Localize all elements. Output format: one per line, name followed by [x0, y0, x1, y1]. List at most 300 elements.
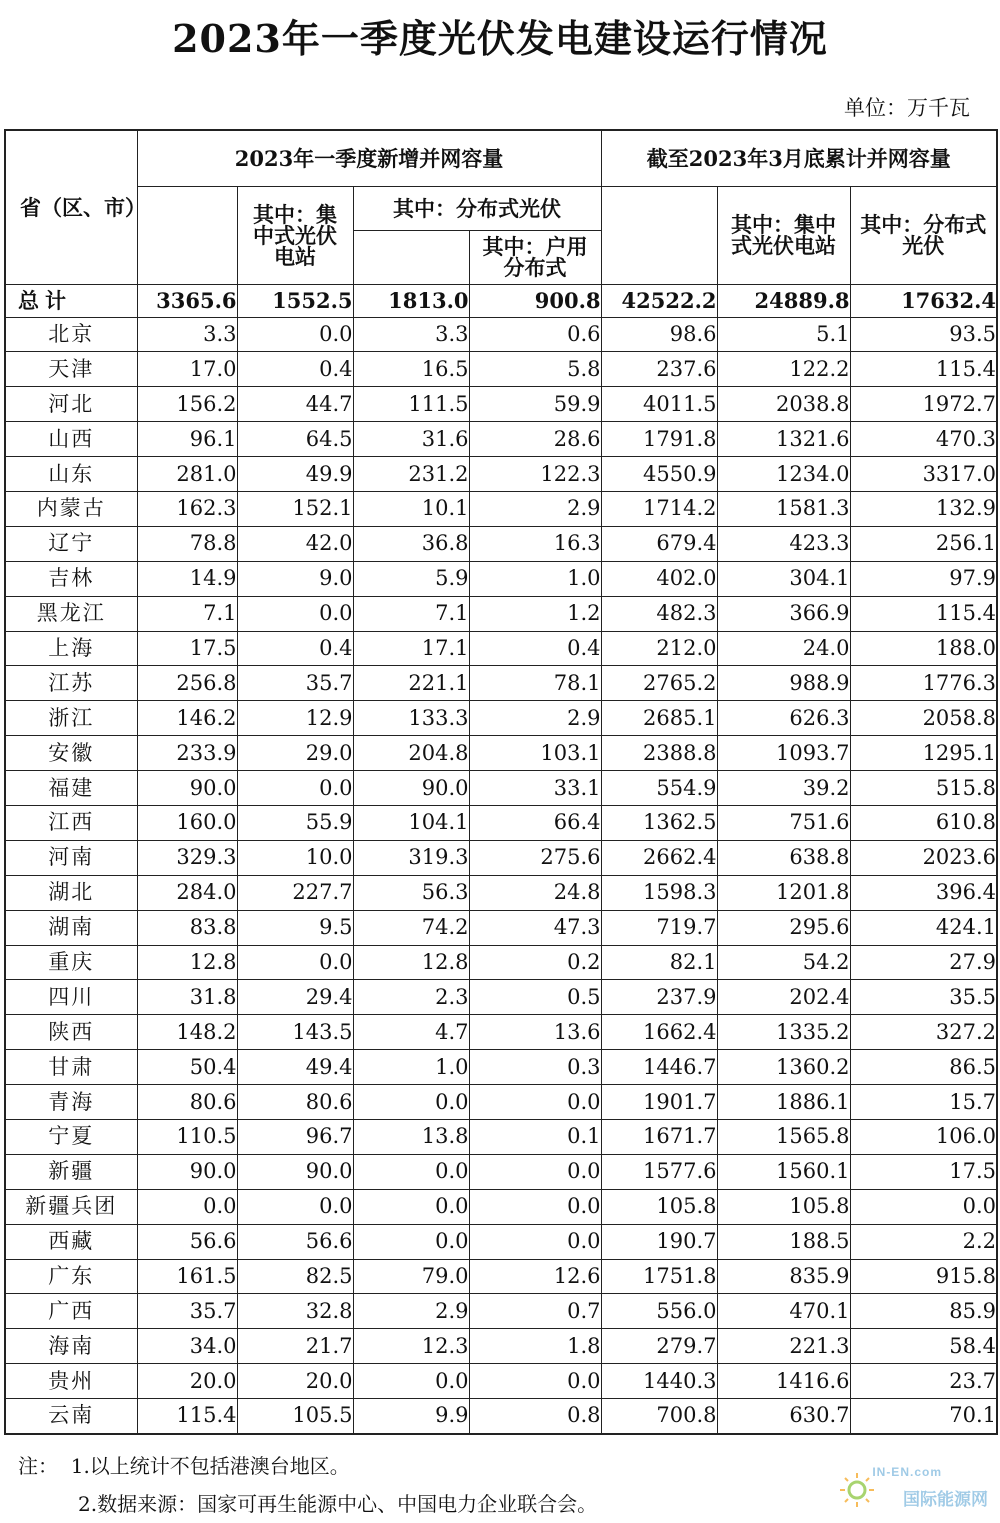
cell-cum-distributed: 2.2 [850, 1224, 997, 1259]
cell-cum-centralized: 1581.3 [717, 491, 850, 526]
header-cum-group: 截至2023年3月底累计并网容量 [601, 130, 997, 186]
table-row [5, 736, 997, 771]
notes [18, 1447, 597, 1523]
province-name: 陕西 [5, 1015, 137, 1050]
cell-cum-distributed: 15.7 [850, 1085, 997, 1120]
cell-new-household: 103.1 [469, 736, 601, 771]
cell-new: 110.5 [137, 1119, 237, 1154]
cell-cum-centralized: 835.9 [717, 1259, 850, 1294]
cell-cum-distributed: 17.5 [850, 1154, 997, 1189]
cell-cum-distributed: 915.8 [850, 1259, 997, 1294]
cell-cum: 700.8 [601, 1399, 717, 1434]
cell-new-household: 66.4 [469, 805, 601, 840]
capacity-table [4, 129, 998, 1435]
cell-cum-centralized: 1360.2 [717, 1050, 850, 1085]
note-2: 2.数据来源：国家可再生能源中心、中国电力企业联合会。 [78, 1492, 598, 1516]
header-new-group: 2023年一季度新增并网容量 [137, 130, 601, 186]
province-name: 天津 [5, 352, 137, 387]
province-name: 云南 [5, 1399, 137, 1434]
notes-label: 注： [18, 1454, 58, 1478]
cell-new-distributed: 17.1 [353, 631, 469, 666]
cell-new-centralized: 9.5 [237, 910, 353, 945]
header-household: 其中：户用分布式 [469, 230, 601, 284]
table-row [5, 875, 997, 910]
province-name: 上海 [5, 631, 137, 666]
cell-new-household: 275.6 [469, 840, 601, 875]
cell-new-centralized: 80.6 [237, 1085, 353, 1120]
total-cum: 42522.2 [601, 284, 717, 317]
cell-new-centralized: 42.0 [237, 526, 353, 561]
table-row [5, 1050, 997, 1085]
cell-cum-distributed: 27.9 [850, 945, 997, 980]
province-name: 江西 [5, 805, 137, 840]
cell-cum-distributed: 2023.6 [850, 840, 997, 875]
province-name: 江苏 [5, 666, 137, 701]
cell-new: 90.0 [137, 1154, 237, 1189]
cell-new-distributed: 56.3 [353, 875, 469, 910]
cell-new: 281.0 [137, 457, 237, 492]
cell-new-centralized: 0.0 [237, 317, 353, 352]
cell-new-distributed: 10.1 [353, 491, 469, 526]
cell-new: 0.0 [137, 1189, 237, 1224]
cell-new-household: 0.0 [469, 1154, 601, 1189]
province-name: 湖南 [5, 910, 137, 945]
cell-cum-centralized: 304.1 [717, 561, 850, 596]
cell-new-distributed: 319.3 [353, 840, 469, 875]
total-cum-distributed: 17632.4 [850, 284, 997, 317]
table-row [5, 491, 997, 526]
note-1: 1.以上统计不包括港澳台地区。 [70, 1454, 350, 1478]
cell-cum-distributed: 2058.8 [850, 701, 997, 736]
province-name: 山东 [5, 457, 137, 492]
cell-new: 96.1 [137, 422, 237, 457]
province-name: 内蒙古 [5, 491, 137, 526]
cell-new-centralized: 152.1 [237, 491, 353, 526]
province-name: 宁夏 [5, 1119, 137, 1154]
cell-new-distributed: 104.1 [353, 805, 469, 840]
total-label: 总计 [5, 284, 137, 317]
cell-cum: 1714.2 [601, 491, 717, 526]
cell-new-distributed: 0.0 [353, 1154, 469, 1189]
cell-new-centralized: 56.6 [237, 1224, 353, 1259]
cell-cum-centralized: 39.2 [717, 771, 850, 806]
cell-cum-centralized: 1201.8 [717, 875, 850, 910]
table-row [5, 701, 997, 736]
table-row [5, 666, 997, 701]
cell-new-distributed: 4.7 [353, 1015, 469, 1050]
cell-cum: 237.9 [601, 980, 717, 1015]
table-row [5, 317, 997, 352]
table-row [5, 352, 997, 387]
cell-new-centralized: 55.9 [237, 805, 353, 840]
page-title: 2023年一季度光伏发电建设运行情况 [172, 16, 828, 61]
cell-cum: 105.8 [601, 1189, 717, 1224]
cell-cum-distributed: 1972.7 [850, 387, 997, 422]
cell-cum-centralized: 1234.0 [717, 457, 850, 492]
cell-cum-distributed: 58.4 [850, 1329, 997, 1364]
cell-cum-distributed: 610.8 [850, 805, 997, 840]
cell-new-centralized: 20.0 [237, 1364, 353, 1399]
cell-new-centralized: 44.7 [237, 387, 353, 422]
cell-cum-distributed: 256.1 [850, 526, 997, 561]
cell-new-household: 5.8 [469, 352, 601, 387]
cell-new: 160.0 [137, 805, 237, 840]
cell-new-distributed: 231.2 [353, 457, 469, 492]
cell-new: 256.8 [137, 666, 237, 701]
province-name: 湖北 [5, 875, 137, 910]
cell-new-household: 0.6 [469, 317, 601, 352]
province-name: 山西 [5, 422, 137, 457]
cell-new-household: 1.2 [469, 596, 601, 631]
watermark-url: IN-EN.com [872, 1465, 942, 1479]
total-cum-centralized: 24889.8 [717, 284, 850, 317]
total-new-distributed: 1813.0 [353, 284, 469, 317]
cell-new-household: 0.0 [469, 1085, 601, 1120]
cell-cum-distributed: 115.4 [850, 596, 997, 631]
cell-cum-distributed: 1776.3 [850, 666, 997, 701]
cell-new-household: 0.7 [469, 1294, 601, 1329]
province-name: 广西 [5, 1294, 137, 1329]
total-new-centralized: 1552.5 [237, 284, 353, 317]
table-row [5, 631, 997, 666]
province-name: 安徽 [5, 736, 137, 771]
table-row [5, 771, 997, 806]
cell-new-household: 0.0 [469, 1224, 601, 1259]
cell-new-centralized: 227.7 [237, 875, 353, 910]
province-name: 福建 [5, 771, 137, 806]
cell-cum-centralized: 24.0 [717, 631, 850, 666]
cell-new: 233.9 [137, 736, 237, 771]
table-row [5, 561, 997, 596]
province-name: 四川 [5, 980, 137, 1015]
cell-cum-centralized: 630.7 [717, 1399, 850, 1434]
cell-new: 80.6 [137, 1085, 237, 1120]
cell-new: 17.0 [137, 352, 237, 387]
cell-new: 34.0 [137, 1329, 237, 1364]
cell-cum-distributed: 327.2 [850, 1015, 997, 1050]
cell-new-centralized: 21.7 [237, 1329, 353, 1364]
cell-new-distributed: 5.9 [353, 561, 469, 596]
cell-cum-centralized: 1886.1 [717, 1085, 850, 1120]
header-cum-distributed: 其中：分布式光伏 [850, 186, 997, 284]
cell-new-distributed: 12.3 [353, 1329, 469, 1364]
table-row [5, 526, 997, 561]
table-row [5, 980, 997, 1015]
total-row [5, 284, 997, 317]
sun-logo-icon [838, 1471, 876, 1509]
header-cum-centralized: 其中：集中式光伏电站 [717, 186, 850, 284]
cell-cum-centralized: 202.4 [717, 980, 850, 1015]
cell-new-distributed: 0.0 [353, 1224, 469, 1259]
cell-cum-centralized: 221.3 [717, 1329, 850, 1364]
cell-new-distributed: 3.3 [353, 317, 469, 352]
cell-new: 83.8 [137, 910, 237, 945]
cell-new-distributed: 7.1 [353, 596, 469, 631]
cell-new-distributed: 12.8 [353, 945, 469, 980]
province-name: 贵州 [5, 1364, 137, 1399]
province-name: 吉林 [5, 561, 137, 596]
cell-cum-distributed: 0.0 [850, 1189, 997, 1224]
province-name: 西藏 [5, 1224, 137, 1259]
header-centralized: 其中：集中式光伏电站 [237, 186, 353, 284]
cell-cum-centralized: 1560.1 [717, 1154, 850, 1189]
cell-new-centralized: 96.7 [237, 1119, 353, 1154]
cell-cum: 4550.9 [601, 457, 717, 492]
cell-cum-distributed: 23.7 [850, 1364, 997, 1399]
cell-new-household: 0.0 [469, 1189, 601, 1224]
cell-new-distributed: 31.6 [353, 422, 469, 457]
cell-new-distributed: 79.0 [353, 1259, 469, 1294]
cell-new-centralized: 12.9 [237, 701, 353, 736]
cell-cum: 98.6 [601, 317, 717, 352]
province-name: 海南 [5, 1329, 137, 1364]
cell-cum-distributed: 515.8 [850, 771, 997, 806]
cell-new-distributed: 74.2 [353, 910, 469, 945]
cell-new-household: 13.6 [469, 1015, 601, 1050]
cell-cum-distributed: 188.0 [850, 631, 997, 666]
header-province: 省（区、市） [5, 130, 137, 284]
cell-new: 115.4 [137, 1399, 237, 1434]
cell-cum: 719.7 [601, 910, 717, 945]
cell-new-household: 1.8 [469, 1329, 601, 1364]
cell-new-distributed: 16.5 [353, 352, 469, 387]
cell-cum-distributed: 93.5 [850, 317, 997, 352]
cell-new-household: 78.1 [469, 666, 601, 701]
cell-new-household: 0.1 [469, 1119, 601, 1154]
cell-cum: 1662.4 [601, 1015, 717, 1050]
cell-cum-distributed: 97.9 [850, 561, 997, 596]
cell-cum-centralized: 423.3 [717, 526, 850, 561]
cell-new-household: 0.5 [469, 980, 601, 1015]
cell-cum-distributed: 85.9 [850, 1294, 997, 1329]
cell-cum-centralized: 1416.6 [717, 1364, 850, 1399]
province-name: 甘肃 [5, 1050, 137, 1085]
cell-new-centralized: 143.5 [237, 1015, 353, 1050]
province-name: 青海 [5, 1085, 137, 1120]
cell-new-distributed: 9.9 [353, 1399, 469, 1434]
cell-new: 35.7 [137, 1294, 237, 1329]
cell-new: 161.5 [137, 1259, 237, 1294]
cell-cum: 212.0 [601, 631, 717, 666]
cell-cum-centralized: 188.5 [717, 1224, 850, 1259]
cell-new-distributed: 2.3 [353, 980, 469, 1015]
cell-new: 31.8 [137, 980, 237, 1015]
cell-cum-distributed: 70.1 [850, 1399, 997, 1434]
cell-cum: 1598.3 [601, 875, 717, 910]
table-row [5, 596, 997, 631]
province-name: 辽宁 [5, 526, 137, 561]
cell-new-distributed: 221.1 [353, 666, 469, 701]
cell-new-distributed: 0.0 [353, 1364, 469, 1399]
cell-new: 90.0 [137, 771, 237, 806]
cell-new-centralized: 82.5 [237, 1259, 353, 1294]
table-row [5, 1364, 997, 1399]
cell-cum: 1446.7 [601, 1050, 717, 1085]
cell-new: 3.3 [137, 317, 237, 352]
cell-new-centralized: 64.5 [237, 422, 353, 457]
cell-new-household: 0.8 [469, 1399, 601, 1434]
cell-cum-centralized: 1565.8 [717, 1119, 850, 1154]
cell-cum: 279.7 [601, 1329, 717, 1364]
cell-cum-centralized: 122.2 [717, 352, 850, 387]
cell-cum: 554.9 [601, 771, 717, 806]
cell-cum-centralized: 626.3 [717, 701, 850, 736]
province-name: 浙江 [5, 701, 137, 736]
table-row [5, 1294, 997, 1329]
cell-new-distributed: 133.3 [353, 701, 469, 736]
cell-cum-centralized: 295.6 [717, 910, 850, 945]
cell-new-household: 16.3 [469, 526, 601, 561]
cell-new-household: 2.9 [469, 701, 601, 736]
cell-new-centralized: 0.0 [237, 596, 353, 631]
cell-cum: 2685.1 [601, 701, 717, 736]
cell-new-distributed: 111.5 [353, 387, 469, 422]
cell-cum: 482.3 [601, 596, 717, 631]
cell-new-centralized: 90.0 [237, 1154, 353, 1189]
cell-new-centralized: 9.0 [237, 561, 353, 596]
header-new-total [137, 186, 237, 284]
cell-new: 156.2 [137, 387, 237, 422]
cell-new-centralized: 0.4 [237, 631, 353, 666]
cell-cum: 1791.8 [601, 422, 717, 457]
cell-new-centralized: 35.7 [237, 666, 353, 701]
table-row [5, 910, 997, 945]
cell-cum-centralized: 751.6 [717, 805, 850, 840]
cell-new-household: 59.9 [469, 387, 601, 422]
province-name: 广东 [5, 1259, 137, 1294]
province-name: 河南 [5, 840, 137, 875]
cell-new-household: 28.6 [469, 422, 601, 457]
cell-new-centralized: 105.5 [237, 1399, 353, 1434]
cell-new-distributed: 90.0 [353, 771, 469, 806]
cell-cum: 402.0 [601, 561, 717, 596]
cell-new-household: 33.1 [469, 771, 601, 806]
cell-cum-centralized: 1321.6 [717, 422, 850, 457]
cell-cum: 556.0 [601, 1294, 717, 1329]
header-cum-total [601, 186, 717, 284]
cell-new: 78.8 [137, 526, 237, 561]
total-new: 3365.6 [137, 284, 237, 317]
cell-new-household: 0.4 [469, 631, 601, 666]
province-name: 新疆 [5, 1154, 137, 1189]
cell-new-centralized: 0.0 [237, 771, 353, 806]
cell-new-centralized: 10.0 [237, 840, 353, 875]
table-row [5, 1085, 997, 1120]
cell-cum-centralized: 1093.7 [717, 736, 850, 771]
watermark-name: 国际能源网 [903, 1490, 988, 1510]
cell-new-household: 0.0 [469, 1364, 601, 1399]
cell-cum-distributed: 396.4 [850, 875, 997, 910]
cell-cum-distributed: 35.5 [850, 980, 997, 1015]
cell-cum-centralized: 470.1 [717, 1294, 850, 1329]
cell-cum-distributed: 106.0 [850, 1119, 997, 1154]
cell-new: 14.9 [137, 561, 237, 596]
cell-cum: 2388.8 [601, 736, 717, 771]
cell-new: 7.1 [137, 596, 237, 631]
cell-new-centralized: 0.4 [237, 352, 353, 387]
cell-new-centralized: 29.4 [237, 980, 353, 1015]
table-row [5, 422, 997, 457]
cell-cum-centralized: 5.1 [717, 317, 850, 352]
table-row [5, 1224, 997, 1259]
cell-new-centralized: 0.0 [237, 1189, 353, 1224]
watermark [838, 1465, 988, 1513]
cell-cum: 4011.5 [601, 387, 717, 422]
cell-new-centralized: 0.0 [237, 945, 353, 980]
cell-cum: 237.6 [601, 352, 717, 387]
cell-new: 284.0 [137, 875, 237, 910]
cell-new-household: 24.8 [469, 875, 601, 910]
cell-cum-distributed: 470.3 [850, 422, 997, 457]
table-row [5, 1189, 997, 1224]
cell-cum-centralized: 2038.8 [717, 387, 850, 422]
cell-cum: 679.4 [601, 526, 717, 561]
cell-cum-centralized: 1335.2 [717, 1015, 850, 1050]
cell-new: 56.6 [137, 1224, 237, 1259]
table-row [5, 1329, 997, 1364]
cell-cum-distributed: 132.9 [850, 491, 997, 526]
province-name: 北京 [5, 317, 137, 352]
cell-cum: 1901.7 [601, 1085, 717, 1120]
table-row [5, 1259, 997, 1294]
cell-new-centralized: 29.0 [237, 736, 353, 771]
province-name: 黑龙江 [5, 596, 137, 631]
cell-new-distributed: 13.8 [353, 1119, 469, 1154]
cell-cum: 190.7 [601, 1224, 717, 1259]
cell-cum: 2662.4 [601, 840, 717, 875]
cell-cum-distributed: 424.1 [850, 910, 997, 945]
cell-new-household: 0.3 [469, 1050, 601, 1085]
cell-new: 12.8 [137, 945, 237, 980]
table-row [5, 1399, 997, 1434]
cell-cum: 82.1 [601, 945, 717, 980]
cell-cum-centralized: 638.8 [717, 840, 850, 875]
cell-cum: 2765.2 [601, 666, 717, 701]
cell-cum-distributed: 3317.0 [850, 457, 997, 492]
cell-new: 148.2 [137, 1015, 237, 1050]
cell-new: 50.4 [137, 1050, 237, 1085]
cell-cum-distributed: 115.4 [850, 352, 997, 387]
cell-new-centralized: 49.9 [237, 457, 353, 492]
cell-cum-centralized: 988.9 [717, 666, 850, 701]
cell-new: 146.2 [137, 701, 237, 736]
unit-label: 单位：万千瓦 [844, 96, 970, 120]
header-distributed: 其中：分布式光伏 [353, 186, 601, 230]
cell-new-distributed: 0.0 [353, 1189, 469, 1224]
cell-cum-centralized: 366.9 [717, 596, 850, 631]
cell-new: 17.5 [137, 631, 237, 666]
cell-new: 20.0 [137, 1364, 237, 1399]
province-name: 新疆兵团 [5, 1189, 137, 1224]
cell-new-household: 47.3 [469, 910, 601, 945]
cell-new-household: 1.0 [469, 561, 601, 596]
cell-new: 329.3 [137, 840, 237, 875]
table-row [5, 1154, 997, 1189]
cell-cum-distributed: 1295.1 [850, 736, 997, 771]
cell-new-household: 12.6 [469, 1259, 601, 1294]
cell-new-centralized: 49.4 [237, 1050, 353, 1085]
cell-cum: 1577.6 [601, 1154, 717, 1189]
cell-new-distributed: 204.8 [353, 736, 469, 771]
cell-new-distributed: 1.0 [353, 1050, 469, 1085]
table-row [5, 1119, 997, 1154]
province-name: 重庆 [5, 945, 137, 980]
table-row [5, 387, 997, 422]
table-row [5, 457, 997, 492]
cell-new-distributed: 2.9 [353, 1294, 469, 1329]
table-row [5, 840, 997, 875]
cell-new: 162.3 [137, 491, 237, 526]
